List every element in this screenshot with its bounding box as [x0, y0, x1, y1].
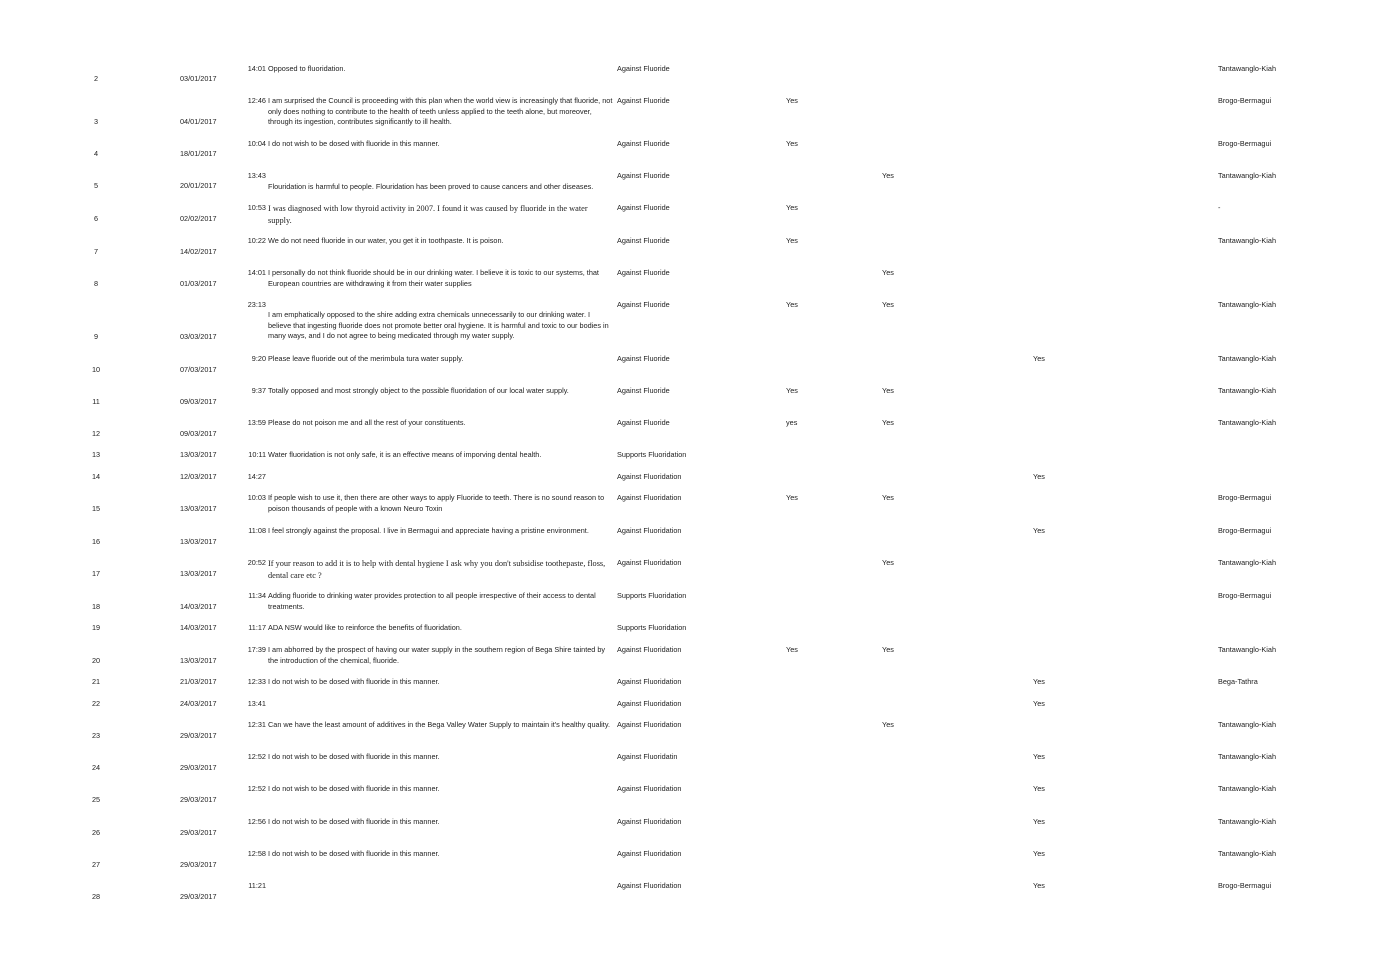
yes-column-2: Yes [882, 493, 894, 502]
supply-area: Tantawanglo-Kiah [1218, 300, 1277, 309]
yes-column-3: Yes [1033, 526, 1045, 535]
submission-date: 29/03/2017 [180, 892, 217, 901]
stance-label: Against Fluoridation [617, 645, 682, 654]
submission-date: 29/03/2017 [180, 795, 217, 804]
submission-comment: Can we have the least amount of additives in the Bega Valley Water Supply to maintain it's healthy quality. [268, 720, 610, 729]
submission-comment: We do not need fluoride in our water, you get it in toothpaste. It is poison. [268, 236, 504, 245]
yes-column-2: Yes [882, 720, 894, 729]
row-number: 17 [91, 569, 101, 578]
yes-column-1: Yes [786, 645, 798, 654]
submission-time: 12:52 [247, 752, 266, 761]
submission-time: 12:31 [247, 720, 266, 729]
submission-time: 10:22 [247, 236, 266, 245]
stance-label: Against Fluoride [617, 418, 670, 427]
yes-column-3: Yes [1033, 752, 1045, 761]
yes-column-3: Yes [1033, 817, 1045, 826]
submission-comment: Please do not poison me and all the rest of your constituents. [268, 418, 466, 427]
submission-date: 14/02/2017 [180, 247, 217, 256]
supply-area: Tantawanglo-Kiah [1218, 645, 1277, 654]
row-number: 22 [91, 699, 101, 708]
submission-time: 12:46 [247, 96, 266, 105]
submission-comment: I do not wish to be dosed with fluoride in this manner. [268, 677, 440, 686]
supply-area: Tantawanglo-Kiah [1218, 236, 1277, 245]
row-number: 15 [91, 504, 101, 513]
row-number: 11 [92, 397, 100, 406]
stance-label: Against Fluoride [617, 268, 670, 277]
submission-date: 13/03/2017 [180, 569, 217, 578]
submission-date: 13/03/2017 [180, 504, 217, 513]
yes-column-1: Yes [786, 96, 798, 105]
stance-label: Against Fluoride [617, 386, 670, 395]
supply-area: Tantawanglo-Kiah [1218, 354, 1277, 363]
stance-label: Against Fluoride [617, 236, 670, 245]
yes-column-2: Yes [882, 300, 894, 309]
submission-comment: I was diagnosed with low thyroid activity in 2007. I found it was caused by fluoride in the water supply. [268, 204, 588, 226]
yes-column-3: Yes [1033, 677, 1045, 686]
submission-comment: I do not wish to be dosed with fluoride in this manner. [268, 784, 440, 793]
submission-comment: Please leave fluoride out of the merimbula tura water supply. [268, 354, 464, 363]
submission-date: 18/01/2017 [180, 149, 217, 158]
row-number: 20 [91, 656, 101, 665]
supply-area: Brogo-Bermagui [1218, 139, 1272, 148]
submission-date: 12/03/2017 [180, 472, 217, 481]
row-number: 21 [91, 677, 101, 686]
yes-column-3: Yes [1033, 849, 1045, 858]
stance-label: Against Fluoridation [617, 881, 682, 890]
row-number: 7 [93, 247, 99, 256]
submission-time: 14:01 [247, 268, 266, 277]
row-number: 16 [91, 537, 101, 546]
submission-date: 09/03/2017 [180, 397, 217, 406]
yes-column-3: Yes [1033, 472, 1045, 481]
stance-label: Supports Fluoridation [617, 450, 687, 459]
submission-comment: Flouridation is harmful to people. Flouridation has been proved to cause cancers and other diseases. [268, 182, 594, 191]
submission-time: 23:13 [247, 300, 266, 309]
stance-label: Against Fluoride [617, 96, 670, 105]
submission-date: 29/03/2017 [180, 731, 217, 740]
submission-comment: I am emphatically opposed to the shire adding extra chemicals unnecessarily to our drinking water. I believe that ingesting fluoride does not promote better oral hygiene. It is harmful and toxic to our bodies in many ways, and I do not agree to being medicated through my water supply. [268, 310, 609, 341]
stance-label: Against Fluoride [617, 64, 670, 73]
row-number: 23 [91, 731, 101, 740]
row-number: 2 [93, 74, 99, 83]
stance-label: Against Fluoridation [617, 817, 682, 826]
submission-time: 11:08 [248, 526, 266, 535]
submission-date: 02/02/2017 [180, 214, 217, 223]
yes-column-1: Yes [786, 139, 798, 148]
stance-label: Against Fluoride [617, 203, 670, 212]
row-number: 12 [91, 429, 101, 438]
supply-area: Tantawanglo-Kiah [1218, 784, 1277, 793]
submission-time: 10:11 [248, 450, 266, 459]
submission-date: 01/03/2017 [180, 279, 217, 288]
submission-time: 13:59 [247, 418, 266, 427]
row-number: 27 [91, 860, 101, 869]
row-number: 13 [91, 450, 101, 459]
supply-area: Brogo-Bermagui [1218, 526, 1272, 535]
submission-comment: Adding fluoride to drinking water provides protection to all people irrespective of their access to dental treatments. [268, 591, 596, 611]
submission-comment: I personally do not think fluoride should be in our drinking water. I believe it is toxic to our systems, that European countries are withdrawing it from their water supplies [268, 268, 599, 288]
submission-date: 04/01/2017 [180, 117, 217, 126]
submission-time: 11:21 [248, 881, 266, 890]
row-number: 28 [91, 892, 101, 901]
submission-comment: I am abhorred by the prospect of having our water supply in the southern region of Bega Shire tainted by the introduction of the chemical, fluoride. [268, 645, 606, 665]
stance-label: Against Fluoridation [617, 720, 682, 729]
submission-comment: Opposed to fluoridation. [268, 64, 346, 73]
supply-area: Bega-Tathra [1218, 677, 1258, 686]
stance-label: Against Fluoridation [617, 493, 682, 502]
submission-comment: I do not wish to be dosed with fluoride in this manner. [268, 139, 440, 148]
yes-column-2: Yes [882, 171, 894, 180]
stance-label: Against Fluoride [617, 139, 670, 148]
submission-date: 29/03/2017 [180, 860, 217, 869]
submission-comment: ADA NSW would like to reinforce the benefits of fluoridation. [268, 623, 462, 632]
submission-date: 21/03/2017 [180, 677, 217, 686]
supply-area: Tantawanglo-Kiah [1218, 418, 1277, 427]
stance-label: Against Fluoridation [617, 784, 682, 793]
stance-label: Against Fluoridatin [617, 752, 678, 761]
submission-date: 14/03/2017 [180, 602, 217, 611]
yes-column-2: Yes [882, 418, 894, 427]
submission-time: 13:41 [247, 699, 266, 708]
yes-column-1: Yes [786, 203, 798, 212]
row-number: 18 [91, 602, 101, 611]
submission-time: 10:03 [247, 493, 266, 502]
supply-area: Tantawanglo-Kiah [1218, 386, 1277, 395]
submission-time: 12:52 [247, 784, 266, 793]
stance-label: Supports Fluoridation [617, 591, 687, 600]
submission-date: 03/01/2017 [180, 74, 217, 83]
supply-area: Tantawanglo-Kiah [1218, 64, 1277, 73]
yes-column-1: Yes [786, 300, 798, 309]
supply-area: Tantawanglo-Kiah [1218, 817, 1277, 826]
stance-label: Against Fluoridation [617, 699, 682, 708]
supply-area: Brogo-Bermagui [1218, 493, 1272, 502]
submission-comment: I do not wish to be dosed with fluoride in this manner. [268, 817, 440, 826]
submission-date: 20/01/2017 [180, 181, 217, 190]
row-number: 6 [93, 214, 99, 223]
yes-column-3: Yes [1033, 784, 1045, 793]
row-number: 3 [93, 117, 99, 126]
yes-column-2: Yes [882, 268, 894, 277]
submission-comment: Totally opposed and most strongly object to the possible fluoridation of our local water supply. [268, 386, 569, 395]
submission-time: 10:04 [247, 139, 266, 148]
supply-area: Brogo-Bermagui [1218, 881, 1272, 890]
supply-area: Tantawanglo-Kiah [1218, 558, 1277, 567]
row-number: 8 [93, 279, 99, 288]
submission-time: 9:37 [251, 386, 266, 395]
yes-column-1: yes [786, 418, 798, 427]
supply-area: Tantawanglo-Kiah [1218, 752, 1277, 761]
submission-date: 14/03/2017 [180, 623, 217, 632]
stance-label: Against Fluoridation [617, 677, 682, 686]
yes-column-1: Yes [786, 386, 798, 395]
row-number: 19 [91, 623, 101, 632]
submission-time: 17:39 [247, 645, 266, 654]
submission-comment: I do not wish to be dosed with fluoride in this manner. [268, 752, 440, 761]
row-number: 26 [91, 828, 101, 837]
submission-date: 13/03/2017 [180, 450, 217, 459]
stance-label: Against Fluoride [617, 354, 670, 363]
submission-date: 24/03/2017 [180, 699, 217, 708]
supply-area: Tantawanglo-Kiah [1218, 171, 1277, 180]
row-number: 24 [91, 763, 101, 772]
stance-label: Against Fluoride [617, 171, 670, 180]
submission-date: 13/03/2017 [180, 656, 217, 665]
submission-comment: I am surprised the Council is proceeding with this plan when the world view is increasingly that fluoride, not only does nothing to contribute to the health of teeth unless applied to the teeth alone, but moreover, through its ingestion, contributes significantly to ill health. [268, 96, 613, 127]
submission-date: 03/03/2017 [180, 332, 217, 341]
stance-label: Against Fluoridation [617, 849, 682, 858]
submission-comment: If your reason to add it is to help with dental hygiene I ask why you don't subsidise toothepaste, floss, dental care etc ? [268, 559, 606, 581]
submission-time: 20:52 [247, 558, 266, 567]
stance-label: Against Fluoridation [617, 558, 682, 567]
stance-label: Against Fluoride [617, 300, 670, 309]
submission-time: 12:58 [247, 849, 266, 858]
row-number: 4 [93, 149, 99, 158]
submission-time: 11:17 [248, 623, 266, 632]
supply-area: Tantawanglo-Kiah [1218, 849, 1277, 858]
row-number: 10 [91, 365, 101, 374]
submission-date: 29/03/2017 [180, 828, 217, 837]
submission-time: 11:34 [248, 591, 266, 600]
row-number: 25 [91, 795, 101, 804]
row-number: 5 [93, 181, 99, 190]
supply-area: Brogo-Bermagui [1218, 591, 1272, 600]
submission-comment: I do not wish to be dosed with fluoride in this manner. [268, 849, 440, 858]
supply-area: - [1218, 203, 1221, 212]
submission-date: 29/03/2017 [180, 763, 217, 772]
stance-label: Supports Fluoridation [617, 623, 687, 632]
submission-time: 12:56 [247, 817, 266, 826]
submission-date: 13/03/2017 [180, 537, 217, 546]
yes-column-3: Yes [1033, 881, 1045, 890]
submission-comment: Water fluoridation is not only safe, it is an effective means of imporving dental health. [268, 450, 542, 459]
yes-column-2: Yes [882, 645, 894, 654]
stance-label: Against Fluoridation [617, 472, 682, 481]
submission-time: 14:01 [247, 64, 266, 73]
row-number: 14 [91, 472, 101, 481]
yes-column-3: Yes [1033, 699, 1045, 708]
submission-comment: If people wish to use it, then there are other ways to apply Fluoride to teeth. There is no sound reason to poison thousands of people with a known Neuro Toxin [268, 493, 605, 513]
submission-date: 07/03/2017 [180, 365, 217, 374]
yes-column-1: Yes [786, 493, 798, 502]
supply-area: Brogo-Bermagui [1218, 96, 1272, 105]
submission-time: 12:33 [247, 677, 266, 686]
yes-column-2: Yes [882, 386, 894, 395]
submission-time: 13:43 [247, 171, 266, 180]
submission-time: 14:27 [247, 472, 266, 481]
submission-date: 09/03/2017 [180, 429, 217, 438]
supply-area: Tantawanglo-Kiah [1218, 720, 1277, 729]
row-number: 9 [93, 332, 99, 341]
submission-time: 10:53 [247, 203, 266, 212]
yes-column-1: Yes [786, 236, 798, 245]
yes-column-3: Yes [1033, 354, 1045, 363]
submission-time: 9:20 [251, 354, 266, 363]
submission-comment: I feel strongly against the proposal. I live in Bermagui and appreciate having a pristine environment. [268, 526, 589, 535]
yes-column-2: Yes [882, 558, 894, 567]
stance-label: Against Fluoridation [617, 526, 682, 535]
